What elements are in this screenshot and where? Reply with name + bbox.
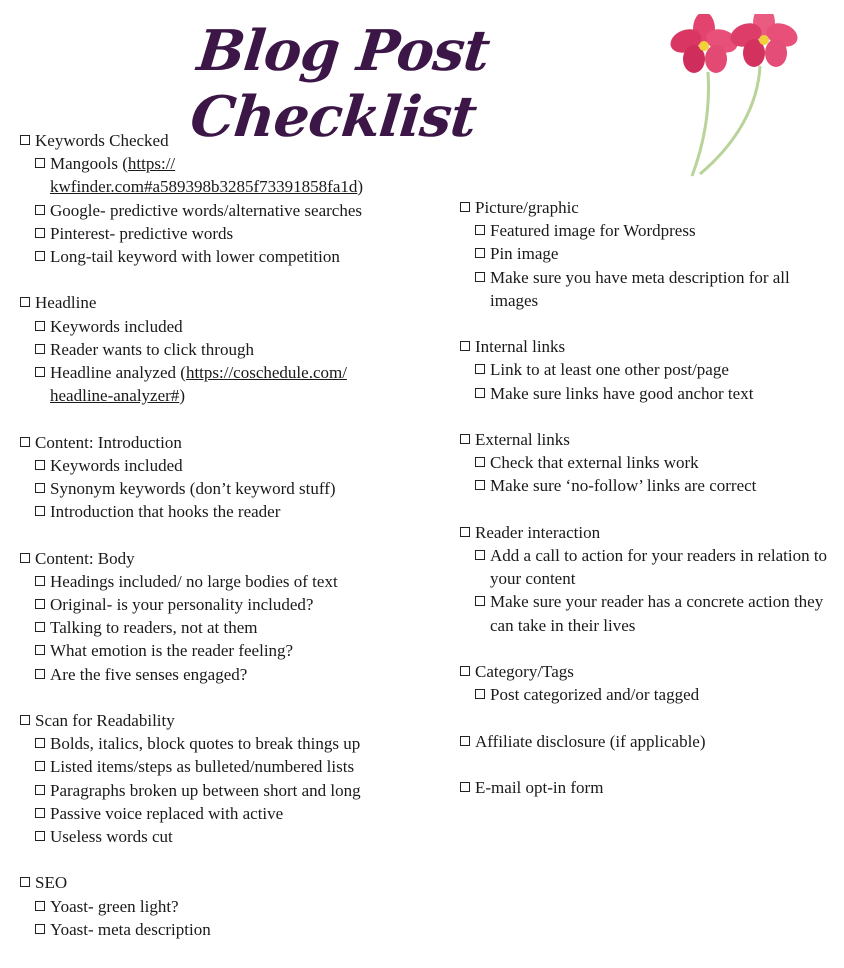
checkbox[interactable] [35,506,45,516]
checklist-section [460,660,830,706]
checklist-item-label: Synonym keywords (don’t keyword stuff) [50,479,336,499]
checklist-item-label: Keywords included [50,316,183,336]
checklist-item [20,593,430,616]
checklist-item-label: Make sure your reader has a concrete action they can take in their lives [490,592,824,635]
checkbox[interactable] [35,158,45,168]
checkbox[interactable] [35,901,45,911]
checkbox[interactable] [35,761,45,771]
checklist-item [20,802,430,825]
page-title: Blog Post Checklist [187,18,493,150]
checklist-item-label: Link to at least one other post/page [490,360,729,380]
section-heading-row [460,428,830,451]
checkbox[interactable] [20,553,30,563]
section-heading: Content: Introduction [35,432,182,452]
checkbox[interactable] [35,785,45,795]
checklist-item [20,570,430,593]
checklist-item-label: Make sure links have good anchor text [490,383,754,403]
section-heading-row [20,291,430,314]
checkbox[interactable] [475,480,485,490]
checklist-item [460,544,830,590]
checkbox[interactable] [20,297,30,307]
section-heading-row [460,196,830,219]
checkbox[interactable] [475,689,485,699]
checklist-item-label: Mangools (https:// kwfinder.com#a589398b3285f73391858fa1d) [50,154,364,197]
checkbox[interactable] [20,877,30,887]
checklist-item [20,616,430,639]
checklist-item-label: Long-tail keyword with lower competition [50,247,340,267]
section-heading: Internal links [475,337,566,357]
checklist-item [20,245,430,268]
checklist-item [460,382,830,405]
checkbox[interactable] [460,341,470,351]
checklist-item [460,219,830,242]
checkbox[interactable] [35,831,45,841]
checklist-item-label: Post categorized and/or tagged [490,685,700,705]
checklist-item-label: Check that external links work [490,453,699,473]
checklist-item-label: Passive voice replaced with active [50,803,284,823]
section-heading: Picture/graphic [475,198,579,217]
checkbox[interactable] [475,248,485,258]
checklist-item-label: Original- is your personality included? [50,595,314,615]
section-heading-row [20,709,430,732]
checklist-item-label: Headings included/ no large bodies of text [50,571,338,591]
checklist-item-label: Headline analyzed (https://coschedule.com/ headline-analyzer#) [50,363,347,406]
checklist-item [460,242,830,265]
checkbox[interactable] [35,205,45,215]
checkbox[interactable] [35,622,45,632]
checkbox[interactable] [475,457,485,467]
checkbox[interactable] [475,364,485,374]
checkbox[interactable] [460,666,470,676]
checklist-item [20,152,430,198]
checkbox[interactable] [460,736,470,746]
checklist-section [460,730,830,753]
checklist-section [460,428,830,498]
checklist-item [460,683,830,706]
checkbox[interactable] [475,550,485,560]
checklist-section [460,196,830,312]
left-checklist-column [20,129,430,964]
checklist-item-label: Pinterest- predictive words [50,223,234,243]
checklist-item [20,639,430,662]
checkbox[interactable] [35,251,45,261]
flower-illustration [648,14,832,180]
checklist-item [20,825,430,848]
checkbox[interactable] [460,782,470,792]
checklist-item-label: Google- predictive words/alternative searches [50,200,363,220]
section-heading: SEO [35,873,68,893]
checkbox[interactable] [35,367,45,377]
section-heading: Reader interaction [475,522,601,542]
section-heading-row [460,730,830,753]
checklist-item [460,358,830,381]
checklist-item-label: Listed items/steps as bulleted/numbered lists [50,757,355,777]
section-heading: External links [475,430,570,449]
checkbox[interactable] [35,228,45,238]
checkbox[interactable] [35,645,45,655]
section-heading: Keywords Checked [35,131,169,150]
checklist-item [460,451,830,474]
checkbox[interactable] [460,434,470,444]
checklist-item-label: What emotion is the reader feeling? [50,641,294,661]
checklist-section [460,521,830,637]
checkbox[interactable] [460,527,470,537]
checkbox[interactable] [35,483,45,493]
section-heading: E-mail opt-in form [475,777,604,797]
checklist-item-label: Keywords included [50,455,183,475]
checkbox[interactable] [35,344,45,354]
section-heading-row [20,547,430,570]
checklist-item [20,663,430,686]
section-heading-row [460,660,830,683]
checkbox[interactable] [35,738,45,748]
section-heading-row [460,335,830,358]
checkbox[interactable] [35,924,45,934]
checklist-item-label: Useless words cut [50,827,173,847]
checklist-item-label: Introduction that hooks the reader [50,502,281,522]
section-heading-row [20,871,430,894]
checklist-section [460,335,830,405]
section-heading: Headline [35,293,97,313]
checklist-item [460,474,830,497]
checklist-item-label: Make sure ‘no-follow’ links are correct [490,476,757,496]
checkbox[interactable] [20,715,30,725]
checklist-section [20,547,430,686]
checklist-item-label: Talking to readers, not at them [50,618,258,638]
checklist-item-label: Bolds, italics, block quotes to break things up [50,734,361,754]
checkbox[interactable] [35,321,45,331]
checklist-item [20,895,430,918]
checklist-item-label: Add a call to action for your readers in relation to your content [490,546,828,589]
checklist-item [20,315,430,338]
section-heading: Content: Body [35,548,135,568]
checkbox[interactable] [35,599,45,609]
checklist-item [20,779,430,802]
checkbox[interactable] [35,576,45,586]
checkbox[interactable] [35,460,45,470]
url-link[interactable]: https:// kwfinder.com#a589398b3285f73391858fa1d [50,154,358,197]
right-checklist-column [460,196,830,822]
section-heading-row [20,129,430,152]
checkbox[interactable] [35,669,45,679]
section-heading: Scan for Readability [35,711,175,731]
checkbox[interactable] [475,272,485,282]
checklist-item [20,500,430,523]
section-heading-row [460,776,830,799]
checklist-item [20,918,430,941]
checklist-item [20,199,430,222]
checkbox[interactable] [475,225,485,235]
checklist-section [20,709,430,848]
checklist-item-label: Pin image [490,244,559,264]
checkbox[interactable] [460,202,470,212]
checklist-section [20,129,430,268]
section-heading-row [460,521,830,544]
checklist-item [20,755,430,778]
checkbox[interactable] [20,135,30,145]
checklist-item [460,590,830,636]
checklist-section [20,291,430,407]
checkbox[interactable] [475,388,485,398]
checklist-item-label: Are the five senses engaged? [50,664,248,684]
checkbox[interactable] [20,437,30,447]
checklist-item [20,454,430,477]
checklist-item [20,338,430,361]
checkbox[interactable] [475,596,485,606]
checklist-item-label: Yoast- green light? [50,896,179,916]
section-heading-row [20,431,430,454]
checklist-item-label: Featured image for Wordpress [490,221,696,241]
checkbox[interactable] [35,808,45,818]
checklist-item [20,477,430,500]
section-heading: Affiliate disclosure (if applicable) [475,731,706,751]
checklist-section [460,776,830,799]
checklist-item [20,361,430,407]
checklist-item-label: Reader wants to click through [50,339,254,359]
checklist-item [460,266,830,312]
checklist-section [20,431,430,524]
checklist-item [20,732,430,755]
section-heading: Category/Tags [475,662,574,681]
checklist-section [20,871,430,941]
checklist-item [20,222,430,245]
checklist-item-label: Paragraphs broken up between short and long [50,780,361,800]
checklist-item-label: Make sure you have meta description for all images [490,267,790,310]
checklist-item-label: Yoast- meta description [50,919,211,939]
url-link[interactable]: https://coschedule.com/ headline-analyzer# [50,363,347,406]
